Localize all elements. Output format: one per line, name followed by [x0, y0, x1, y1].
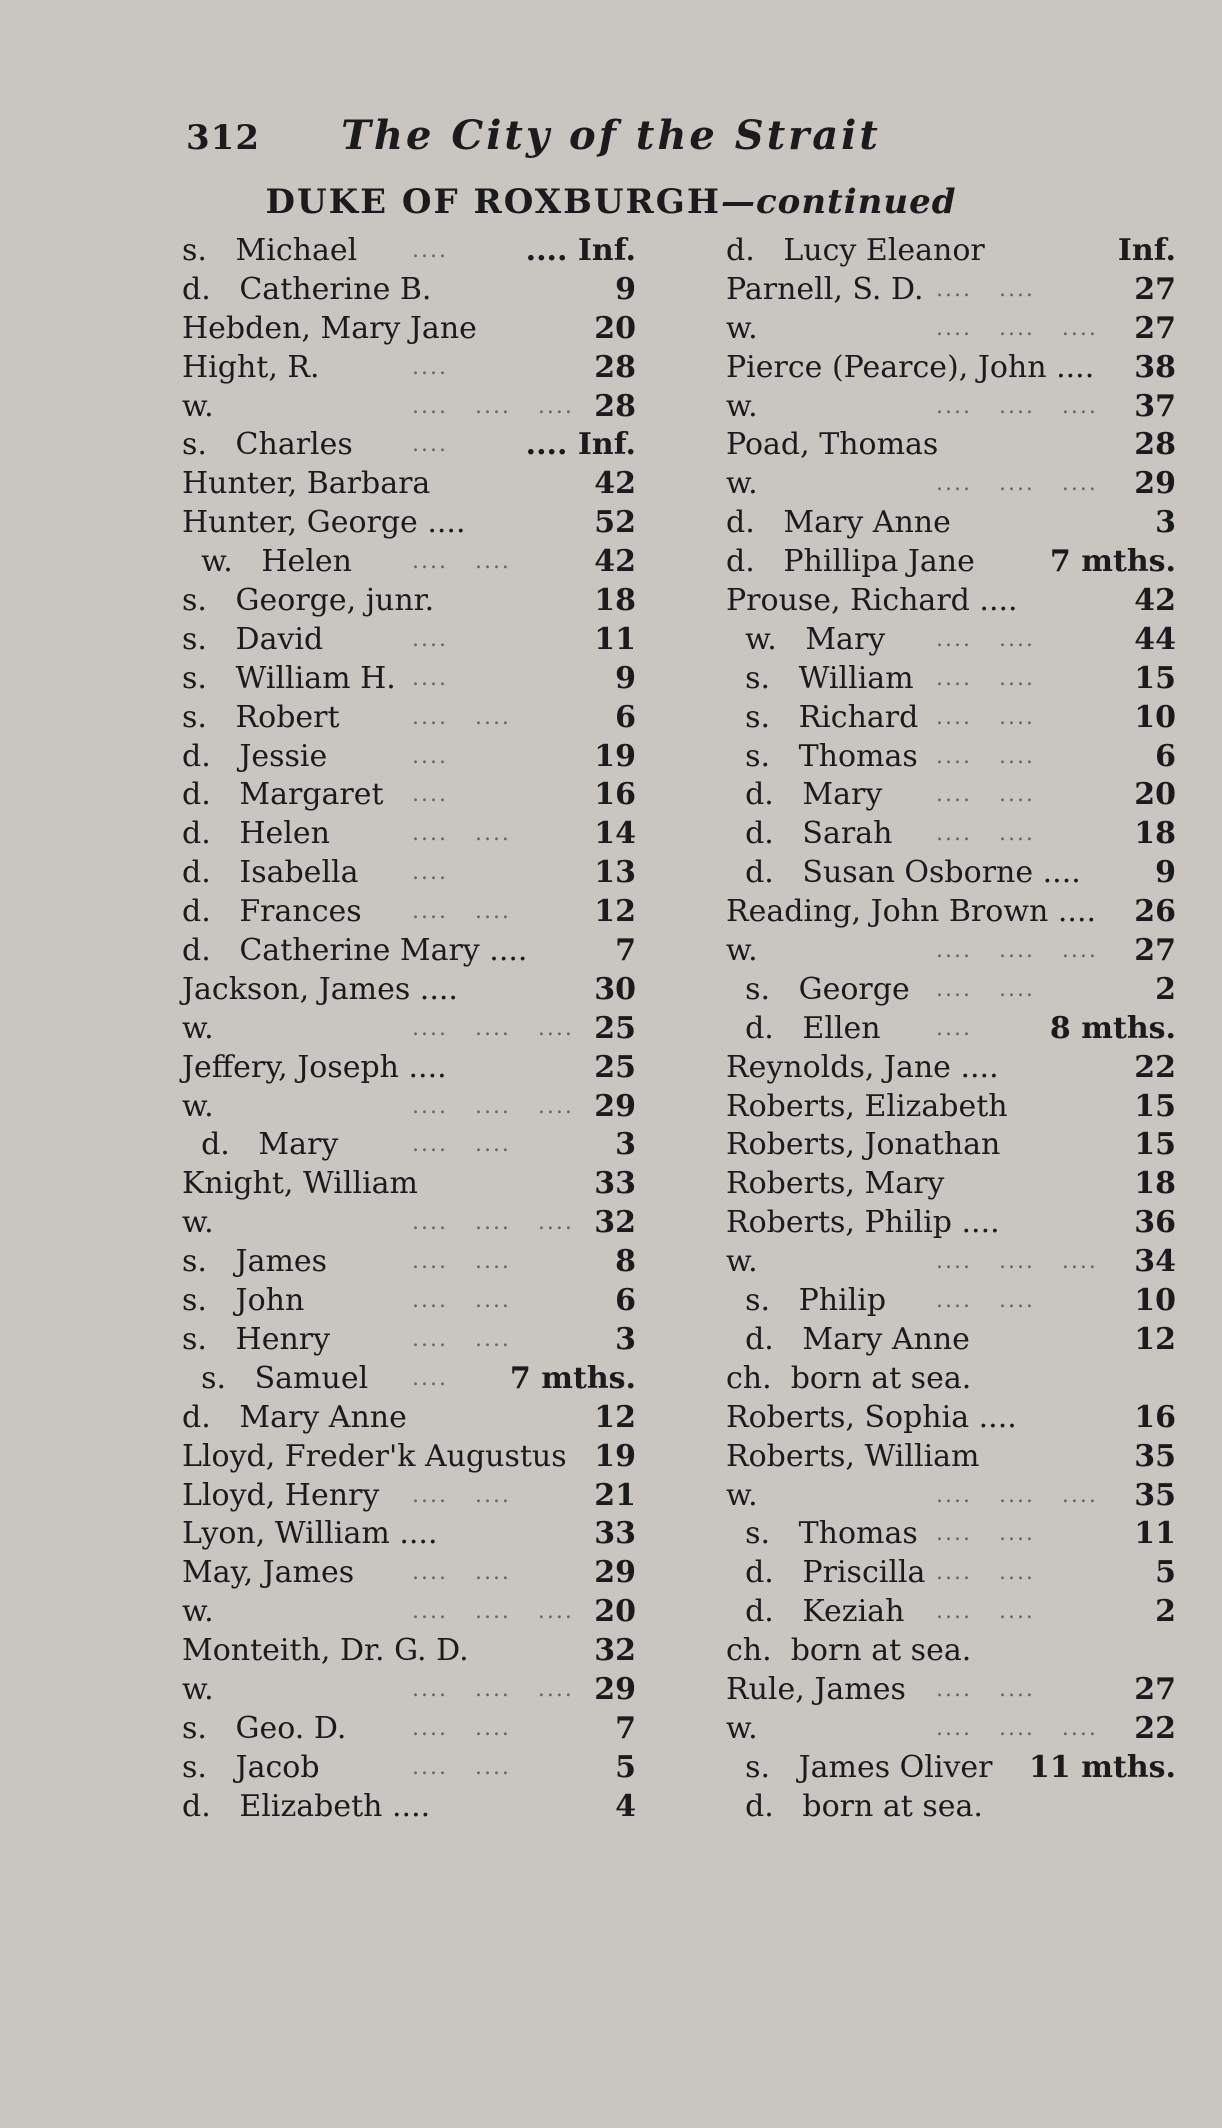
leader-dots: .... .... [412, 549, 511, 575]
register-entry [726, 815, 1176, 854]
entry-age: 15 [1134, 1088, 1176, 1124]
register-entry [182, 1204, 636, 1243]
entry-name: Lyon, William .... [182, 1516, 438, 1552]
entry-age: 19 [594, 738, 636, 774]
entry-name: Roberts, William [726, 1438, 980, 1474]
register-entry [726, 1243, 1176, 1282]
entry-name: Prouse, Richard .... [726, 583, 1018, 619]
entry-name: d. Sarah [726, 816, 893, 852]
leader-dots: .... .... .... [412, 393, 574, 419]
entry-name: w. [182, 1010, 214, 1046]
entry-name: s. Jacob [182, 1749, 320, 1785]
running-title: The City of the Strait [341, 112, 881, 159]
section-title-main: DUKE OF ROXBURGH [265, 182, 721, 222]
entry-name: d. Margaret [182, 777, 384, 813]
leader-dots: .... .... .... [936, 1482, 1098, 1508]
register-entry [182, 504, 636, 543]
entry-age: 35 [1134, 1477, 1176, 1513]
leader-dots: .... .... .... [936, 315, 1098, 341]
entry-age: 21 [594, 1477, 636, 1513]
register-entry [726, 1710, 1176, 1749]
entry-name: d. Ellen [726, 1010, 881, 1046]
entry-name: s. David [182, 621, 324, 657]
register-entry [182, 1360, 636, 1399]
leader-dots: .... .... [936, 821, 1035, 847]
leader-dots: .... .... [936, 782, 1035, 808]
entry-name: w. [182, 1205, 214, 1241]
entry-age: 29 [594, 1088, 636, 1124]
entry-name: Knight, William [182, 1166, 419, 1202]
entry-name: w. [182, 1594, 214, 1630]
register-entry [726, 1204, 1176, 1243]
leader-dots: .... .... [936, 276, 1035, 302]
leader-dots: .... .... [412, 1560, 511, 1586]
entry-age: 3 [615, 1321, 636, 1357]
entry-name: Lloyd, Henry [182, 1477, 380, 1513]
entry-age: 18 [1134, 816, 1176, 852]
leader-dots: .... .... [412, 899, 511, 925]
leader-dots: .... .... [412, 1326, 511, 1352]
register-entry [726, 1165, 1176, 1204]
register-entry [182, 815, 636, 854]
register-entry [182, 232, 636, 271]
entry-age: 52 [594, 505, 636, 541]
entry-age: 28 [1134, 427, 1176, 463]
entry-age: 11 [1134, 1516, 1176, 1552]
entry-age: 13 [594, 855, 636, 891]
entry-age: 42 [1134, 583, 1176, 619]
entry-name: Hight, R. [182, 349, 320, 385]
entry-age: 6 [1155, 738, 1176, 774]
entry-age: 12 [594, 1399, 636, 1435]
register-entry [726, 426, 1176, 465]
leader-dots: .... .... [412, 1754, 511, 1780]
register-entry [182, 1165, 636, 1204]
register-entry [726, 388, 1176, 427]
entry-name: d. Helen [182, 816, 330, 852]
entry-name: d. Jessie [182, 738, 328, 774]
entry-age: 7 mths. [1049, 544, 1176, 580]
entry-age: 27 [1134, 1671, 1176, 1707]
register-entry [726, 1749, 1176, 1788]
entry-name: s. John [182, 1283, 305, 1319]
entry-name: Pierce (Pearce), John .... [726, 349, 1095, 385]
entry-name: Roberts, Jonathan [726, 1127, 1001, 1163]
entry-age: 28 [594, 349, 636, 385]
entry-age: 19 [594, 1438, 636, 1474]
entry-age: 33 [594, 1516, 636, 1552]
leader-dots: .... [412, 782, 448, 808]
register-entry [182, 543, 636, 582]
leader-dots: .... .... .... [412, 1599, 574, 1625]
entry-age: 38 [1134, 349, 1176, 385]
register-entry [726, 1788, 1176, 1827]
leader-dots: .... .... [936, 743, 1035, 769]
entry-age: 16 [594, 777, 636, 813]
entry-age: 44 [1134, 621, 1176, 657]
entry-age: 32 [594, 1633, 636, 1669]
entry-age: 18 [1134, 1166, 1176, 1202]
entry-name: w. [726, 1710, 758, 1746]
entry-name: d. Phillipa Jane [726, 544, 975, 580]
register-entry [726, 893, 1176, 932]
entry-age: 14 [594, 816, 636, 852]
entry-age: 3 [615, 1127, 636, 1163]
register-entry [726, 1515, 1176, 1554]
entry-age: 4 [615, 1788, 636, 1824]
entry-name: d. Keziah [726, 1594, 905, 1630]
entry-age: 2 [1155, 1594, 1176, 1630]
register-entry [182, 426, 636, 465]
entry-name: Hebden, Mary Jane [182, 310, 477, 346]
register-entry [726, 738, 1176, 777]
leader-dots: .... .... [412, 1249, 511, 1275]
entry-name: Roberts, Philip .... [726, 1205, 1000, 1241]
register-entry [726, 1593, 1176, 1632]
entry-name: s. Charles [182, 427, 353, 463]
register-entry [182, 854, 636, 893]
entry-name: w. [182, 1088, 214, 1124]
entry-age: 28 [594, 388, 636, 424]
entry-name: d. Catherine B. [182, 271, 432, 307]
entry-age: 25 [594, 1010, 636, 1046]
entry-age: 27 [1134, 933, 1176, 969]
register-entry [726, 232, 1176, 271]
entry-age: 29 [594, 1671, 636, 1707]
leader-dots: .... [936, 1015, 972, 1041]
section-title [0, 182, 1222, 222]
register-entry [726, 271, 1176, 310]
entry-age: 6 [615, 699, 636, 735]
entry-age: 10 [1134, 699, 1176, 735]
entry-age: 5 [615, 1749, 636, 1785]
entry-name: Hunter, George .... [182, 505, 466, 541]
entry-name: s. George, junr. [182, 583, 435, 619]
entry-age: 35 [1134, 1438, 1176, 1474]
register-entry [726, 660, 1176, 699]
leader-dots: .... .... [412, 821, 511, 847]
entry-name: d. Catherine Mary .... [182, 933, 528, 969]
entry-name: s. Thomas [726, 1516, 918, 1552]
entry-age: 20 [594, 1594, 636, 1630]
entry-age: 10 [1134, 1283, 1176, 1319]
leader-dots: .... .... .... [412, 1015, 574, 1041]
entry-name: s. Samuel [182, 1360, 369, 1396]
entry-name: Roberts, Sophia .... [726, 1399, 1017, 1435]
entry-name: d. Elizabeth .... [182, 1788, 431, 1824]
leader-dots: .... .... [412, 704, 511, 730]
leader-dots: .... [412, 1365, 448, 1391]
register-entry [182, 310, 636, 349]
register-entry [726, 582, 1176, 621]
page-number: 312 [186, 118, 260, 158]
entry-age: 8 mths. [1049, 1010, 1176, 1046]
entry-age: 27 [1134, 271, 1176, 307]
leader-dots: .... [412, 665, 448, 691]
entry-age: 12 [1134, 1321, 1176, 1357]
entry-name: d. Frances [182, 894, 362, 930]
register-entry [182, 349, 636, 388]
entry-name: Jackson, James .... [182, 971, 458, 1007]
leader-dots: .... [412, 743, 448, 769]
entry-name: d. Priscilla [726, 1555, 926, 1591]
register-entry [182, 699, 636, 738]
register-entry [182, 1243, 636, 1282]
register-entry [182, 776, 636, 815]
entry-name: w. [726, 310, 758, 346]
entry-age: 16 [1134, 1399, 1176, 1435]
entry-age: 42 [594, 466, 636, 502]
leader-dots: .... .... [936, 1599, 1035, 1625]
entry-name: s. George [726, 971, 910, 1007]
register-entry [182, 1126, 636, 1165]
entry-age: 11 mths. [1029, 1749, 1176, 1785]
register-entry [726, 1321, 1176, 1360]
entry-name: Reynolds, Jane .... [726, 1049, 999, 1085]
entry-age: 33 [594, 1166, 636, 1202]
entry-name: Lloyd, Freder'k Augustus [182, 1438, 567, 1474]
entry-name: d. born at sea. [726, 1788, 983, 1824]
entry-name: w. [726, 388, 758, 424]
entry-name: d. Mary Anne [182, 1399, 407, 1435]
entry-age: .... Inf. [525, 427, 636, 463]
register-entry [726, 1282, 1176, 1321]
register-entry [182, 1593, 636, 1632]
entry-name: Reading, John Brown .... [726, 894, 1097, 930]
register-entry [726, 543, 1176, 582]
entry-name: s. James Oliver [726, 1749, 993, 1785]
register-entry [726, 1399, 1176, 1438]
leader-dots: .... .... [936, 976, 1035, 1002]
entry-age: 25 [594, 1049, 636, 1085]
entry-age: Inf. [1117, 233, 1176, 268]
entry-age: 22 [1134, 1049, 1176, 1085]
entry-age: 8 [615, 1244, 636, 1280]
entry-name: w. [726, 1477, 758, 1513]
entry-age: 32 [594, 1205, 636, 1241]
register-entry [726, 1126, 1176, 1165]
register-entry [726, 699, 1176, 738]
register-entry [726, 776, 1176, 815]
entry-age: 7 [615, 1710, 636, 1746]
page-header [0, 112, 1222, 172]
entry-age: .... Inf. [525, 233, 636, 268]
leader-dots: .... .... .... [936, 938, 1098, 964]
register-entry [182, 1671, 636, 1710]
leader-dots: .... .... .... [936, 1249, 1098, 1275]
register-entry [726, 1360, 1176, 1399]
entry-name: May, James [182, 1555, 355, 1591]
leader-dots: .... [412, 432, 448, 458]
entry-age: 26 [1134, 894, 1176, 930]
leader-dots: .... .... .... [936, 471, 1098, 497]
register-entry [726, 1554, 1176, 1593]
register-entry [182, 1399, 636, 1438]
entry-name: Roberts, Elizabeth [726, 1088, 1008, 1124]
register-entry [726, 971, 1176, 1010]
leader-dots: .... .... [936, 1676, 1035, 1702]
leader-dots: .... .... [936, 665, 1035, 691]
entry-name: s. Michael [182, 233, 358, 268]
entry-age: 29 [594, 1555, 636, 1591]
leader-dots: .... .... [936, 1288, 1035, 1314]
register-entry [182, 1010, 636, 1049]
entry-name: w. [726, 933, 758, 969]
entry-age: 7 mths. [509, 1360, 636, 1396]
entry-name: s. James [182, 1244, 328, 1280]
entry-name: s. Philip [726, 1283, 887, 1319]
entry-age: 37 [1134, 388, 1176, 424]
register-entry [726, 1438, 1176, 1477]
register-entry [182, 1632, 636, 1671]
leader-dots: .... .... .... [936, 1715, 1098, 1741]
entry-name: ch. born at sea. [726, 1360, 972, 1396]
register-entry [726, 1010, 1176, 1049]
entry-name: ch. born at sea. [726, 1633, 972, 1669]
leader-dots: .... .... [412, 1715, 511, 1741]
entry-name: s. Thomas [726, 738, 918, 774]
entry-age: 42 [594, 544, 636, 580]
register-entry [182, 660, 636, 699]
entry-name: Hunter, Barbara [182, 466, 431, 502]
register-entry [182, 1749, 636, 1788]
register-entry [182, 1554, 636, 1593]
entry-name: s. Richard [726, 699, 919, 735]
leader-dots: .... .... [936, 704, 1035, 730]
entry-age: 9 [615, 660, 636, 696]
entry-name: d. Lucy Eleanor [726, 233, 985, 268]
leader-dots: .... [412, 238, 448, 263]
entry-name: s. William H. [182, 660, 396, 696]
register-entry [182, 1477, 636, 1516]
entry-name: Jeffery, Joseph .... [182, 1049, 447, 1085]
entry-name: s. Geo. D. [182, 1710, 347, 1746]
entry-name: d. Mary [182, 1127, 339, 1163]
entry-age: 36 [1134, 1205, 1176, 1241]
leader-dots: .... .... .... [936, 393, 1098, 419]
right-column [726, 232, 1176, 1827]
left-column [182, 232, 636, 1827]
entry-name: w. [726, 1244, 758, 1280]
register-entry [182, 465, 636, 504]
register-entry [726, 932, 1176, 971]
entry-age: 18 [594, 583, 636, 619]
entry-name: s. Robert [182, 699, 340, 735]
entry-age: 30 [594, 971, 636, 1007]
register-entry [726, 504, 1176, 543]
entry-age: 5 [1155, 1555, 1176, 1591]
entry-name: d. Susan Osborne .... [726, 855, 1081, 891]
register-entry [182, 1515, 636, 1554]
entry-name: w. Mary [726, 621, 886, 657]
entry-age: 20 [594, 310, 636, 346]
entry-age: 6 [615, 1283, 636, 1319]
leader-dots: .... .... [412, 1482, 511, 1508]
entry-name: w. [182, 388, 214, 424]
register-entry [182, 1321, 636, 1360]
leader-dots: .... [412, 626, 448, 652]
entry-name: s. Henry [182, 1321, 331, 1357]
entry-age: 11 [594, 621, 636, 657]
entry-name: d. Mary Anne [726, 505, 951, 541]
leader-dots: .... [412, 354, 448, 380]
entry-name: w. [726, 466, 758, 502]
register-entry [182, 1438, 636, 1477]
register-entry [726, 1088, 1176, 1127]
entry-age: 27 [1134, 310, 1176, 346]
register-entry [726, 349, 1176, 388]
register-entry [726, 1049, 1176, 1088]
entry-age: 2 [1155, 971, 1176, 1007]
register-entry [726, 1477, 1176, 1516]
entry-name: s. William [726, 660, 914, 696]
entry-name: Parnell, S. D. [726, 271, 924, 307]
register-entry [182, 271, 636, 310]
entry-name: Rule, James [726, 1671, 906, 1707]
register-entry [182, 1088, 636, 1127]
entry-age: 22 [1134, 1710, 1176, 1746]
entry-name: w. [182, 1671, 214, 1707]
leader-dots: .... .... .... [412, 1210, 574, 1236]
register-entry [182, 1049, 636, 1088]
register-entry [182, 932, 636, 971]
register-entry [182, 893, 636, 932]
entry-name: Monteith, Dr. G. D. [182, 1633, 469, 1669]
entry-age: 34 [1134, 1244, 1176, 1280]
register-entry [726, 465, 1176, 504]
register-entry [726, 621, 1176, 660]
register-entry [182, 1282, 636, 1321]
leader-dots: .... .... .... [412, 1676, 574, 1702]
leader-dots: .... .... [936, 1521, 1035, 1547]
entry-age: 20 [1134, 777, 1176, 813]
register-entry [726, 310, 1176, 349]
leader-dots: .... [412, 860, 448, 886]
entry-name: d. Isabella [182, 855, 359, 891]
register-entry [726, 1632, 1176, 1671]
register-entry [726, 1671, 1176, 1710]
entry-name: d. Mary Anne [726, 1321, 970, 1357]
leader-dots: .... .... [412, 1132, 511, 1158]
entry-age: 15 [1134, 1127, 1176, 1163]
leader-dots: .... .... [936, 626, 1035, 652]
section-title-suffix: —continued [720, 182, 957, 222]
register-entry [726, 854, 1176, 893]
register-entry [182, 582, 636, 621]
register-entry [182, 738, 636, 777]
leader-dots: .... .... .... [412, 1093, 574, 1119]
entry-age: 9 [1155, 855, 1176, 891]
entry-age: 9 [615, 271, 636, 307]
entry-name: Roberts, Mary [726, 1166, 945, 1202]
entry-age: 15 [1134, 660, 1176, 696]
register-entry [182, 1788, 636, 1827]
leader-dots: .... .... [412, 1288, 511, 1314]
leader-dots: .... .... [936, 1560, 1035, 1586]
entry-name: Poad, Thomas [726, 427, 939, 463]
register-entry [182, 971, 636, 1010]
entry-age: 12 [594, 894, 636, 930]
register-entry [182, 1710, 636, 1749]
entry-name: d. Mary [726, 777, 883, 813]
register-entry [182, 621, 636, 660]
register-entry [182, 388, 636, 427]
entry-name: w. Helen [182, 544, 352, 580]
entry-age: 3 [1155, 505, 1176, 541]
entry-age: 29 [1134, 466, 1176, 502]
entry-age: 7 [615, 933, 636, 969]
